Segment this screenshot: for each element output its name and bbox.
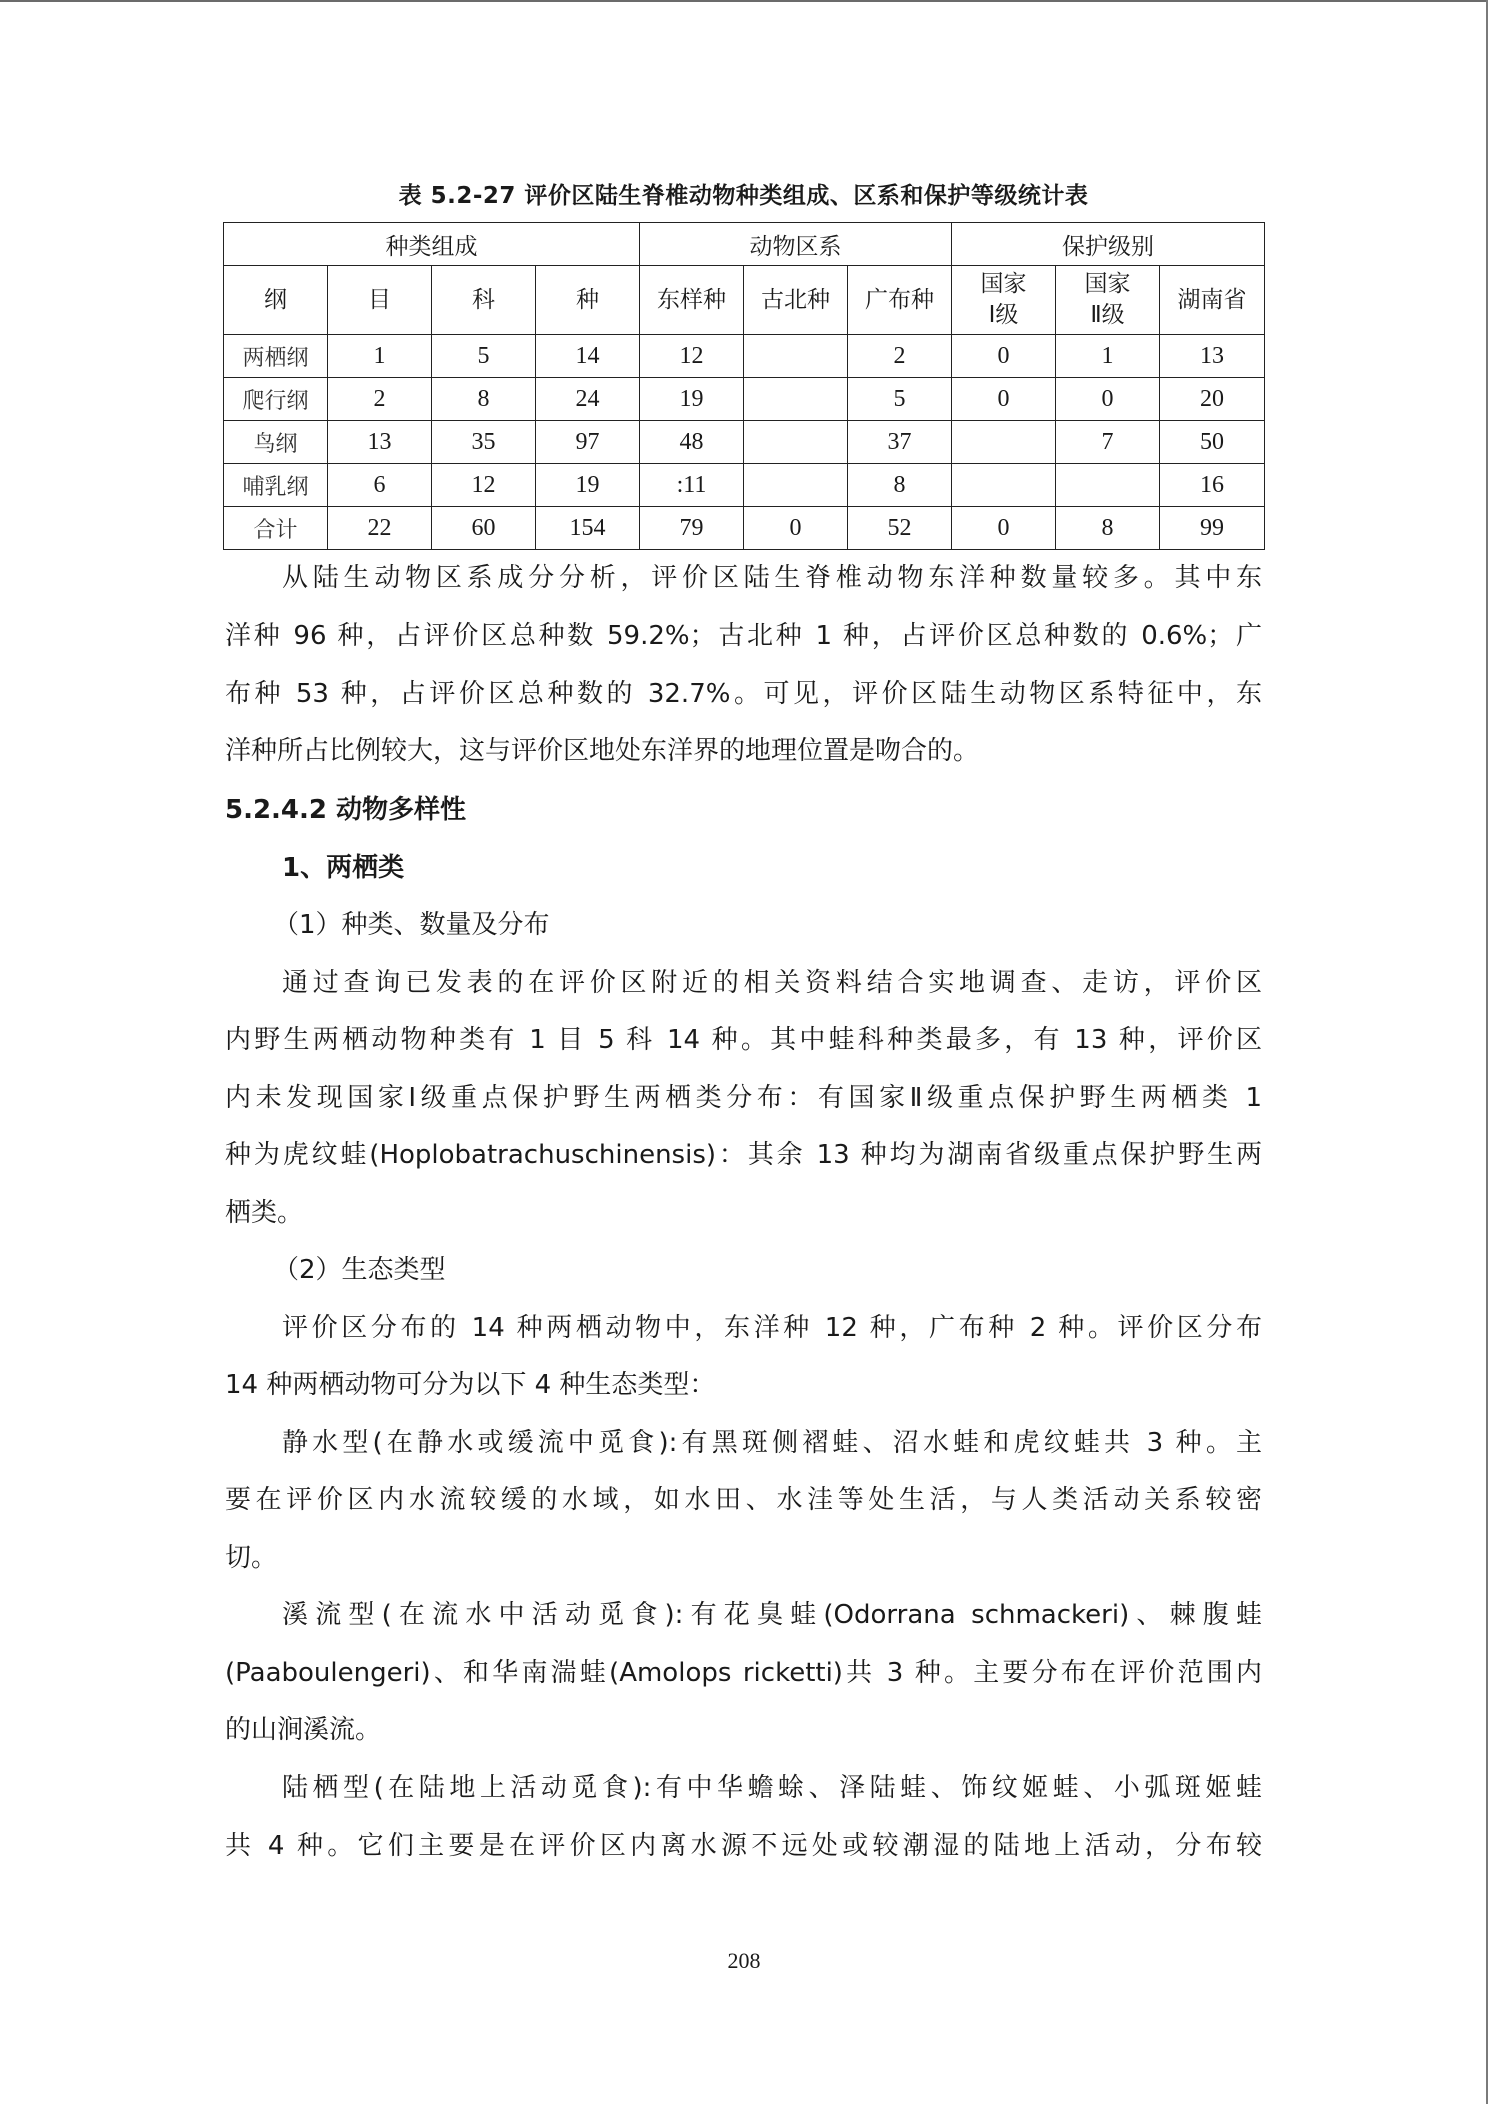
group-header-row xyxy=(224,223,1265,266)
group-header-protection: 保护级别 xyxy=(952,223,1265,266)
table-cell: 99 xyxy=(1160,507,1265,550)
table-cell: 24 xyxy=(536,378,640,421)
table-cell: 6 xyxy=(328,464,432,507)
table-cell xyxy=(744,464,848,507)
paragraph-line: (Paaboulengeri)、和华南湍蛙(Amolops ricketti)共 3 种。主要分布在评价范围内 xyxy=(225,1658,1262,1688)
table-cell: 13 xyxy=(1160,335,1265,378)
table-cell: 48 xyxy=(640,421,744,464)
page-top-border xyxy=(0,0,1488,2)
table-cell: 1 xyxy=(1056,335,1160,378)
column-header xyxy=(536,266,640,335)
table-row xyxy=(224,464,1265,507)
column-header xyxy=(1160,266,1265,335)
group-header-composition: 种类组成 xyxy=(224,223,640,266)
column-header-line: 种 xyxy=(576,286,599,313)
column-header-line: 纲 xyxy=(264,286,287,313)
column-header-line: Ⅰ级 xyxy=(988,302,1019,328)
table-cell: 20 xyxy=(1160,378,1265,421)
row-class-label: 哺乳纲 xyxy=(224,464,328,507)
table-cell: 7 xyxy=(1056,421,1160,464)
table-cell: 0 xyxy=(952,507,1056,550)
subheading-amphibians: 1、两栖类 xyxy=(282,853,405,883)
paragraph-line: 评价区分布的 14 种两栖动物中，东洋种 12 种，广布种 2 种。评价区分布 xyxy=(282,1313,1262,1343)
table-cell: 8 xyxy=(432,378,536,421)
table-cell: 97 xyxy=(536,421,640,464)
table-cell xyxy=(744,378,848,421)
species-statistics-table xyxy=(223,222,1265,550)
table-cell: :11 xyxy=(640,464,744,507)
paragraph-line: 切。 xyxy=(225,1543,278,1573)
table-cell: 1 xyxy=(328,335,432,378)
table-cell: 14 xyxy=(536,335,640,378)
group-header-fauna: 动物区系 xyxy=(640,223,952,266)
column-header-line: 古北种 xyxy=(761,286,830,313)
table-cell: 8 xyxy=(1056,507,1160,550)
paragraph-line: 内未发现国家Ⅰ级重点保护野生两栖类分布：有国家Ⅱ级重点保护野生两栖类 1 xyxy=(225,1083,1262,1113)
table-cell: 2 xyxy=(328,378,432,421)
table-cell: 60 xyxy=(432,507,536,550)
column-header-line: 国家 xyxy=(980,271,1027,297)
table-cell: 52 xyxy=(848,507,952,550)
paragraph-line: 溪流型(在流水中活动觅食):有花臭蛙(Odorrana schmackeri)、棘腹蛙 xyxy=(282,1600,1262,1630)
table-row xyxy=(224,378,1265,421)
table-cell: 19 xyxy=(640,378,744,421)
table-cell: 19 xyxy=(536,464,640,507)
table-cell: 12 xyxy=(432,464,536,507)
column-header-line: 广布种 xyxy=(865,286,934,313)
column-header xyxy=(744,266,848,335)
paragraph-line: 布种 53 种，占评价区总种数的 32.7%。可见，评价区陆生动物区系特征中，东 xyxy=(225,679,1262,709)
subheading-ecological-types: （2）生态类型 xyxy=(273,1255,446,1285)
table-cell: 79 xyxy=(640,507,744,550)
paragraph-line: 共 4 种。它们主要是在评价区内离水源不远处或较潮湿的陆地上活动，分布较 xyxy=(225,1831,1262,1861)
column-header-line: Ⅱ级 xyxy=(1090,302,1125,328)
table-cell: 0 xyxy=(952,335,1056,378)
column-header xyxy=(328,266,432,335)
table-cell xyxy=(1056,464,1160,507)
table-cell: 0 xyxy=(952,378,1056,421)
row-class-label: 两栖纲 xyxy=(224,335,328,378)
row-class-label: 合计 xyxy=(224,507,328,550)
column-header xyxy=(224,266,328,335)
column-header xyxy=(952,266,1056,335)
table-cell: 13 xyxy=(328,421,432,464)
paragraph-line: 通过查询已发表的在评价区附近的相关资料结合实地调查、走访，评价区 xyxy=(282,968,1262,998)
table-cell xyxy=(744,335,848,378)
table-cell: 35 xyxy=(432,421,536,464)
paragraph-line: 从陆生动物区系成分分析，评价区陆生脊椎动物东洋种数量较多。其中东 xyxy=(282,563,1262,593)
paragraph-line: 洋种所占比例较大，这与评价区地处东洋界的地理位置是吻合的。 xyxy=(225,736,980,766)
column-header xyxy=(432,266,536,335)
table-cell: 2 xyxy=(848,335,952,378)
table-cell: 5 xyxy=(848,378,952,421)
row-class-label: 鸟纲 xyxy=(224,421,328,464)
paragraph-line: 要在评价区内水流较缓的水域，如水田、水洼等处生活，与人类活动关系较密 xyxy=(225,1485,1262,1515)
table-body xyxy=(224,335,1265,550)
table-row xyxy=(224,421,1265,464)
table-cell xyxy=(952,464,1056,507)
paragraph-line: 静水型(在静水或缓流中觅食):有黑斑侧褶蛙、沼水蛙和虎纹蛙共 3 种。主 xyxy=(282,1428,1262,1458)
table-row xyxy=(224,335,1265,378)
table-cell: 0 xyxy=(1056,378,1160,421)
paragraph-line: 栖类。 xyxy=(225,1198,304,1228)
table-cell: 50 xyxy=(1160,421,1265,464)
table-caption: 表 5.2-27 评价区陆生脊椎动物种类组成、区系和保护等级统计表 xyxy=(398,183,1089,209)
table-cell xyxy=(952,421,1056,464)
subheading-species-distribution: （1）种类、数量及分布 xyxy=(273,910,550,940)
column-header-line: 目 xyxy=(368,286,391,313)
table-cell: 8 xyxy=(848,464,952,507)
section-heading: 5.2.4.2 动物多样性 xyxy=(225,795,467,825)
table-row xyxy=(224,507,1265,550)
page-number: 208 xyxy=(727,1948,761,1973)
table-cell xyxy=(744,421,848,464)
column-header xyxy=(848,266,952,335)
table-cell: 37 xyxy=(848,421,952,464)
paragraph-line: 陆栖型(在陆地上活动觅食):有中华蟾蜍、泽陆蛙、饰纹姬蛙、小弧斑姬蛙 xyxy=(282,1773,1262,1803)
table-cell: 16 xyxy=(1160,464,1265,507)
column-header xyxy=(1056,266,1160,335)
paragraph-line: 种为虎纹蛙(Hoplobatrachuschinensis)：其余 13 种均为湖南省级重点保护野生两 xyxy=(225,1140,1262,1170)
paragraph-line: 洋种 96 种，占评价区总种数 59.2%；古北种 1 种，占评价区总种数的 0.6%；广 xyxy=(225,621,1262,651)
table-cell: 5 xyxy=(432,335,536,378)
column-header-row xyxy=(224,266,1265,335)
column-header-line: 科 xyxy=(472,286,495,313)
paragraph-line: 内野生两栖动物种类有 1 目 5 科 14 种。其中蛙科种类最多，有 13 种，评价区 xyxy=(225,1025,1262,1055)
column-header-line: 国家 xyxy=(1084,271,1131,297)
paragraph-line: 的山涧溪流。 xyxy=(225,1715,382,1745)
column-header xyxy=(640,266,744,335)
row-class-label: 爬行纲 xyxy=(224,378,328,421)
table-cell: 154 xyxy=(536,507,640,550)
table-cell: 12 xyxy=(640,335,744,378)
table-cell: 0 xyxy=(744,507,848,550)
table-cell: 22 xyxy=(328,507,432,550)
paragraph-line: 14 种两栖动物可分为以下 4 种生态类型： xyxy=(225,1370,716,1400)
column-header-line: 东样种 xyxy=(657,286,726,313)
column-header-line: 湖南省 xyxy=(1177,286,1247,313)
